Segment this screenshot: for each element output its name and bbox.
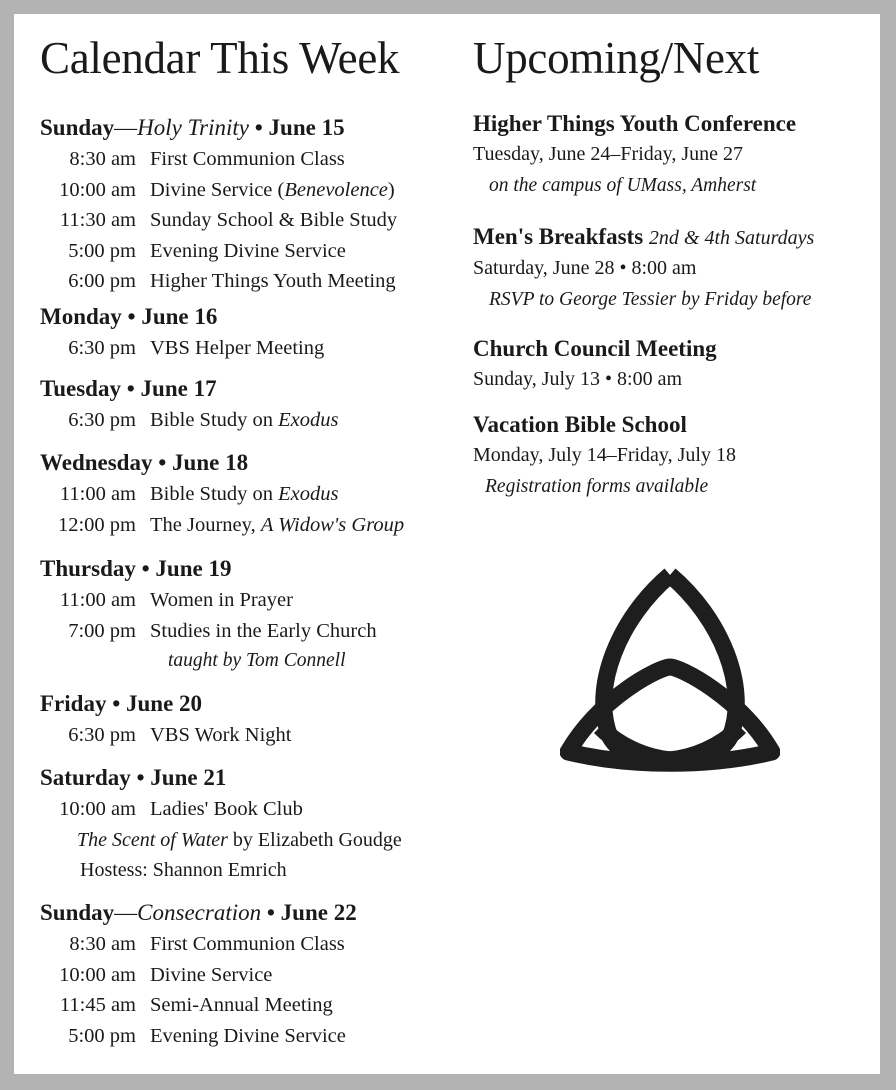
event-text — [136, 510, 404, 541]
event-title: The Journey, — [150, 513, 261, 536]
day-date: • June 17 — [126, 376, 217, 401]
event-text — [136, 236, 346, 267]
event-text — [136, 960, 272, 991]
upcoming-title — [473, 334, 717, 364]
event-text — [136, 405, 339, 436]
event-row — [40, 266, 397, 297]
event-text — [136, 794, 303, 825]
upcoming-date: Tuesday, June 24–Friday, June 27 — [473, 143, 743, 165]
hostess-line: Hostess: Shannon Emrich — [80, 859, 287, 881]
feast-name: Holy Trinity — [137, 115, 249, 140]
event-title: Bible Study on — [150, 483, 279, 505]
event-row — [40, 990, 357, 1021]
event-emphasis: A Widow's Group — [260, 513, 405, 536]
upcoming-date: Monday, July 14–Friday, July 18 — [473, 444, 736, 466]
event-text — [136, 205, 397, 236]
bulletin-page — [14, 14, 880, 1074]
day-heading — [40, 690, 292, 718]
event-row — [40, 616, 377, 647]
day-heading — [40, 303, 324, 331]
day-date: • June 22 — [266, 900, 357, 925]
event-title: Evening Divine Service — [150, 1024, 346, 1047]
event-text — [136, 266, 396, 297]
event-title: VBS Helper Meeting — [150, 337, 325, 359]
day-name: Wednesday — [40, 450, 153, 475]
event-title: Divine Service ( — [150, 178, 285, 201]
event-emphasis: Exodus — [278, 409, 339, 431]
event-text — [136, 929, 345, 960]
event-title: Higher Things Youth Meeting — [150, 270, 396, 292]
event-text — [136, 333, 324, 364]
event-row — [40, 144, 397, 175]
day-heading — [40, 764, 402, 792]
event-emphasis: Exodus — [278, 483, 339, 505]
day-date: • June 15 — [254, 115, 345, 140]
event-row — [40, 720, 292, 751]
event-row — [40, 333, 324, 364]
event-row — [40, 585, 377, 616]
upcoming-title-text: Church Council Meeting — [473, 336, 717, 361]
event-row — [40, 405, 339, 436]
feast-name: Consecration — [137, 900, 262, 925]
event-time: 12:00 pm — [57, 513, 136, 536]
calendar-title: Calendar This Week — [40, 33, 400, 83]
event-row — [40, 479, 404, 510]
day-heading — [40, 555, 377, 583]
event-title: Divine Service — [150, 963, 273, 986]
day-name: Tuesday — [40, 376, 121, 401]
event-title: First Communion Class — [150, 148, 345, 170]
day-heading — [40, 375, 339, 403]
event-text — [136, 479, 339, 510]
event-row — [40, 510, 404, 541]
event-row — [40, 175, 397, 206]
event-row — [40, 1021, 357, 1052]
event-text — [136, 144, 345, 175]
event-row — [40, 794, 402, 825]
event-text — [136, 175, 395, 206]
day-date: • June 19 — [141, 556, 232, 581]
upcoming-item — [473, 222, 814, 315]
upcoming-title — [473, 109, 796, 139]
day-block — [40, 303, 324, 364]
event-time: 10:00 am — [59, 798, 136, 820]
upcoming-item — [473, 109, 796, 201]
event-time: 11:30 am — [59, 209, 136, 231]
event-time: 6:30 pm — [68, 409, 136, 431]
event-title: Bible Study on — [150, 409, 279, 431]
feast-dash: — — [114, 900, 138, 925]
day-name: Thursday — [40, 556, 136, 581]
day-name: Saturday — [40, 765, 131, 790]
event-title: Studies in the Early Church — [150, 619, 377, 642]
upcoming-item — [473, 334, 717, 395]
upcoming-title-text: Men's Breakfasts — [473, 224, 644, 249]
event-text — [136, 585, 293, 616]
event-title: Semi-Annual Meeting — [150, 994, 333, 1016]
upcoming-note: RSVP to George Tessier by Friday before — [489, 289, 812, 310]
book-title: The Scent of Water — [77, 828, 228, 851]
event-text — [136, 616, 377, 647]
day-block — [40, 764, 402, 886]
event-note: taught by Tom Connell — [168, 650, 346, 671]
day-block — [40, 375, 339, 436]
event-time: 11:45 am — [59, 994, 136, 1016]
day-name: Friday — [40, 691, 107, 716]
day-name: Monday — [40, 304, 122, 329]
book-author: by Elizabeth Goudge — [227, 828, 402, 851]
upcoming-title-text: Higher Things Youth Conference — [473, 111, 797, 136]
day-heading — [40, 449, 404, 477]
event-title: Sunday School & Bible Study — [150, 209, 398, 231]
event-row — [40, 236, 397, 267]
event-time: 8:30 am — [69, 933, 136, 955]
event-time: 8:30 am — [69, 148, 136, 170]
event-time: 11:00 am — [59, 483, 136, 505]
day-block — [40, 690, 292, 751]
event-time: 10:00 am — [59, 963, 136, 986]
event-title: Women in Prayer — [150, 589, 293, 611]
event-tail: ) — [387, 178, 395, 201]
event-title: Evening Divine Service — [150, 239, 346, 262]
event-row — [40, 960, 357, 991]
upcoming-title — [473, 222, 814, 253]
event-time: 7:00 pm — [68, 619, 136, 642]
day-date: • June 18 — [158, 450, 249, 475]
upcoming-note: on the campus of UMass, Amherst — [489, 175, 757, 196]
feast-dash: — — [114, 115, 138, 140]
day-name: Sunday — [40, 115, 115, 140]
day-date: • June 21 — [136, 765, 227, 790]
event-time: 10:00 am — [59, 178, 136, 201]
trinity-knot-icon — [560, 567, 780, 777]
event-time: 6:30 pm — [68, 337, 136, 359]
event-row — [40, 929, 357, 960]
event-text — [136, 720, 292, 751]
event-time: 11:00 am — [59, 589, 136, 611]
day-block — [40, 555, 377, 677]
upcoming-title-text: Vacation Bible School — [473, 412, 687, 437]
day-date: • June 16 — [127, 304, 218, 329]
event-title: First Communion Class — [150, 933, 345, 955]
event-time: 5:00 pm — [68, 1024, 136, 1047]
upcoming-title: Upcoming/Next — [473, 33, 760, 83]
event-text — [136, 1021, 346, 1052]
upcoming-title-note: 2nd & 4th Saturdays — [648, 227, 815, 249]
event-time: 6:00 pm — [68, 270, 136, 292]
event-time: 6:30 pm — [68, 724, 136, 746]
event-row — [40, 205, 397, 236]
day-heading — [40, 899, 357, 927]
day-block — [40, 899, 357, 1051]
day-name: Sunday — [40, 900, 115, 925]
upcoming-date: Sunday, July 13 • 8:00 am — [473, 368, 683, 390]
upcoming-item — [473, 410, 736, 502]
book-line — [40, 825, 402, 856]
day-block — [40, 114, 397, 297]
event-text — [136, 990, 333, 1021]
event-emphasis: Benevolence — [284, 178, 388, 201]
day-block — [40, 449, 404, 540]
event-time: 5:00 pm — [68, 239, 136, 262]
day-date: • June 20 — [112, 691, 203, 716]
event-title: VBS Work Night — [150, 724, 292, 746]
upcoming-note: Registration forms available — [485, 476, 709, 497]
upcoming-date: Saturday, June 28 • 8:00 am — [473, 257, 697, 279]
upcoming-title — [473, 410, 736, 440]
day-heading — [40, 114, 397, 142]
event-title: Ladies' Book Club — [150, 798, 303, 820]
